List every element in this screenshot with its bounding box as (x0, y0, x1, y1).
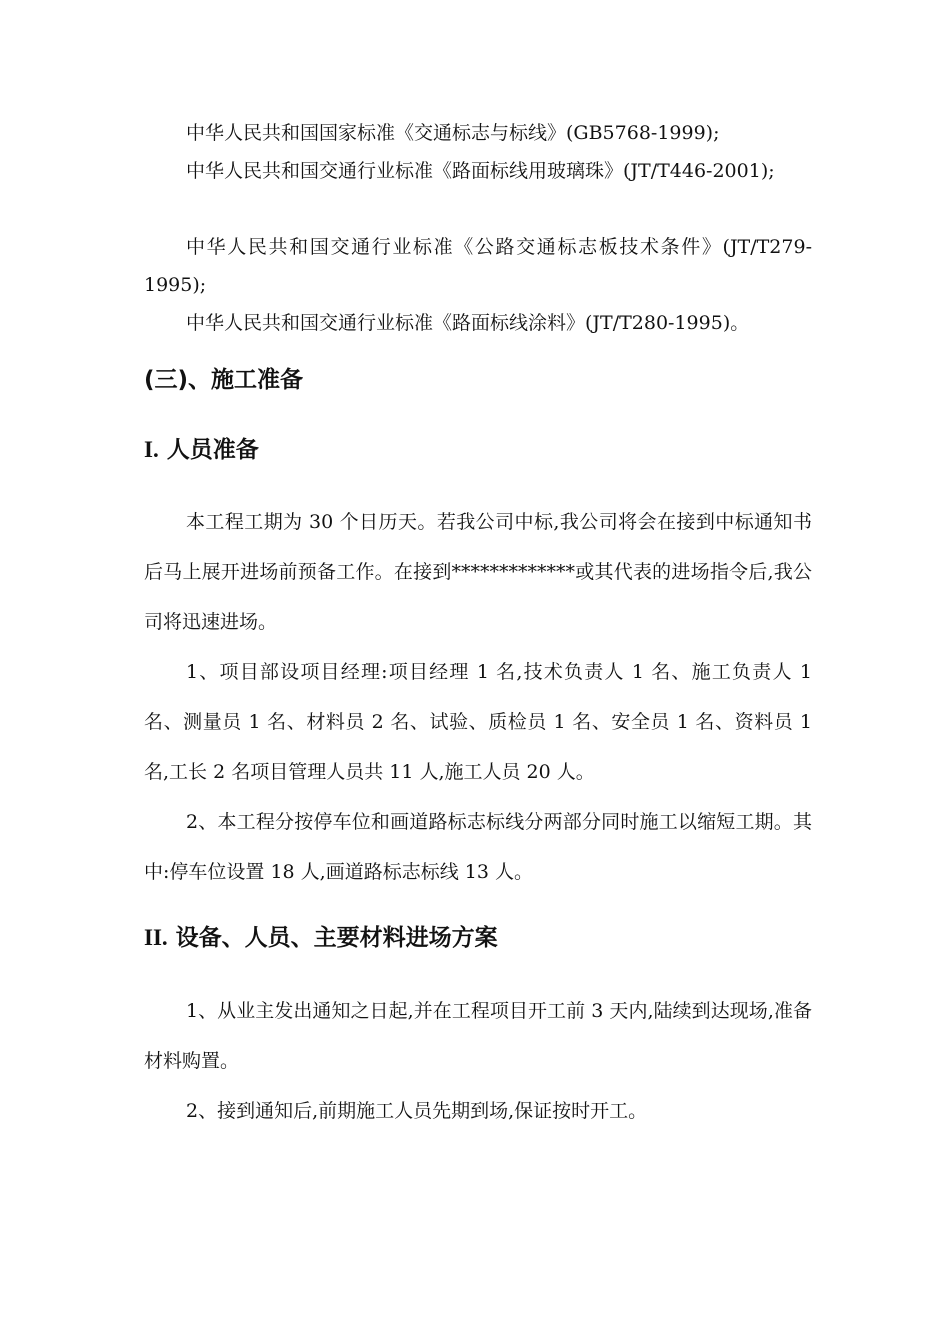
standard-jt280: 中华人民共和国交通行业标准《路面标线涂料》(JT/T280-1995)。 (186, 312, 750, 334)
subsection-personnel-preparation (144, 430, 259, 470)
standard-jt446: 中华人民共和国交通行业标准《路面标线用玻璃珠》(JT/T446-2001); (186, 160, 775, 182)
paragraph-early-crew: 2、接到通知后,前期施工人员先期到场,保证按时开工。 (186, 1100, 648, 1122)
paragraph-arrival: 1、从业主发出通知之日起,并在工程项目开工前 3 天内,陆续到达现场,准备材料购置。 (144, 1000, 812, 1072)
paragraph-schedule: 本工程工期为 30 个日历天。若我公司中标,我公司将会在接到中标通知书后马上展开进场前预备工作。在接到*************或其代表的进场指令后,我公司将迅速进场。 (144, 511, 812, 633)
subsection-label: 设备、人员、主要材料进场方案 (175, 924, 498, 951)
paragraph-crew-split: 2、本工程分按停车位和画道路标志标线分两部分同时施工以缩短工期。其中:停车位设置 18 人,画道路标志标线 13 人。 (144, 811, 812, 883)
subsection-numeral: I. (144, 437, 159, 462)
section-title-construction-preparation: (三)、施工准备 (144, 367, 304, 393)
subsection-numeral: II. (144, 925, 168, 950)
standard-gb5768: 中华人民共和国国家标准《交通标志与标线》(GB5768-1999); (186, 122, 720, 144)
subsection-label: 人员准备 (166, 436, 259, 463)
paragraph-staffing: 1、项目部设项目经理:项目经理 1 名,技术负责人 1 名、施工负责人 1 名、测量员 1 名、材料员 2 名、试验、质检员 1 名、安全员 1 名、资料员 1 名,工长 2 名项目管理人员共 11 人,施工人员 20 人。 (144, 661, 812, 783)
standard-jt279: 中华人民共和国交通行业标准《公路交通标志板技术条件》(JT/T279-1995); (144, 236, 812, 296)
subsection-equipment-entry (144, 918, 498, 958)
